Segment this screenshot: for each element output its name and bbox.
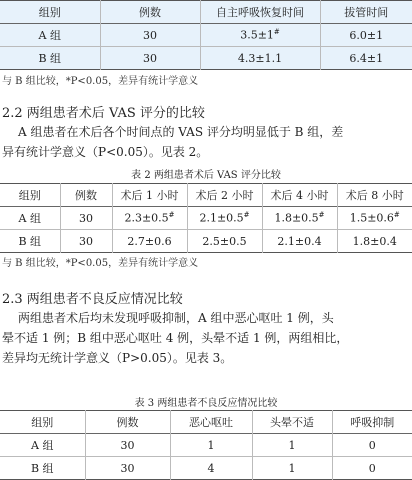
table-row (0, 457, 412, 480)
table-cell: 4 (170, 457, 252, 480)
table-3 (0, 410, 412, 480)
table-cell: B 组 (0, 47, 100, 70)
table-2-note: 与 B 组比较，*P<0.05，差异有统计学意义 (2, 258, 199, 269)
table-2 (0, 183, 412, 253)
cell-value: 1.8±0.5 (274, 211, 319, 225)
table-cell: 6.4±1 (320, 47, 412, 70)
table-cell (112, 207, 187, 230)
table-2-header-cell: 术后 8 小时 (337, 184, 412, 207)
significance-mark: # (318, 211, 325, 220)
table-cell: 0 (332, 457, 412, 480)
paragraph-line: 异有统计学意义（P<0.05）。见表 2。 (2, 145, 209, 159)
table-cell: B 组 (0, 230, 60, 253)
table-cell: A 组 (18, 212, 41, 225)
table-cell: 1 (170, 434, 252, 457)
table-cell: A 组 (38, 29, 61, 42)
table-cell: 4.3±1.1 (200, 47, 320, 70)
table-cell (337, 207, 412, 230)
table-cell: 2.7±0.6 (112, 230, 187, 253)
table-cell: 0 (332, 434, 412, 457)
section-2-2-heading: 2.2 两组患者术后 VAS 评分的比较 (2, 106, 205, 121)
table-cell: 30 (100, 24, 200, 47)
section-2-2-paragraph (2, 122, 402, 162)
paragraph-line: 差异均无统计学意义（P>0.05）。见表 3。 (2, 351, 233, 365)
table-cell: A 组 (31, 439, 54, 452)
table-row (0, 207, 412, 230)
paragraph-line: 晕不适 1 例；B 组中恶心呕吐 4 例，头晕不适 1 例，两组相比， (2, 331, 349, 345)
significance-mark: # (273, 28, 280, 37)
section-2-3-heading: 2.3 两组患者不良反应情况比较 (2, 292, 183, 307)
table-3-header-cell: 组别 (31, 416, 54, 429)
table-2-header-cell: 术后 4 小时 (262, 184, 337, 207)
table-cell: 1 (252, 434, 332, 457)
table-1 (0, 0, 412, 70)
paragraph-line: 两组患者术后均未发现呼吸抑制，A 组中恶心呕吐 1 例，头 (18, 311, 334, 325)
table-cell: 30 (60, 207, 112, 230)
table-cell: 6.0±1 (320, 24, 412, 47)
table-2-header-cell: 组别 (18, 189, 41, 202)
cell-value: 2.1±0.5 (199, 211, 244, 225)
table-3-header-cell: 头晕不适 (252, 411, 332, 434)
table-2-header-cell: 术后 2 小时 (187, 184, 262, 207)
table-cell: 30 (85, 457, 170, 480)
table-row (0, 24, 412, 47)
table-3-header-cell: 例数 (85, 411, 170, 434)
table-3-header-cell: 恶心呕吐 (170, 411, 252, 434)
table-1-header-cell: 自主呼吸恢复时间 (200, 1, 320, 24)
table-2-caption: 表 2 两组患者术后 VAS 评分比较 (131, 170, 281, 181)
table-1-header-cell: 拔管时间 (320, 1, 412, 24)
table-row (0, 434, 412, 457)
table-cell (187, 207, 262, 230)
table-1-header-cell: 例数 (100, 1, 200, 24)
table-1-header-cell: 组别 (38, 6, 61, 19)
significance-mark: # (168, 211, 175, 220)
table-1-header-row (0, 1, 412, 24)
table-cell: 1.8±0.4 (337, 230, 412, 253)
paragraph-line: A 组患者在术后各个时间点的 VAS 评分均明显低于 B 组，差 (18, 125, 344, 139)
table-row (0, 230, 412, 253)
table-cell: 1 (252, 457, 332, 480)
table-cell: 30 (60, 230, 112, 253)
table-cell: B 组 (0, 457, 85, 480)
table-cell (262, 207, 337, 230)
significance-mark: # (393, 211, 400, 220)
table-3-header-cell: 呼吸抑制 (332, 411, 412, 434)
table-1-note: 与 B 组比较，*P<0.05，差异有统计学意义 (2, 76, 199, 87)
significance-mark: # (243, 211, 250, 220)
table-3-header-row (0, 411, 412, 434)
table-cell: 2.1±0.4 (262, 230, 337, 253)
section-2-3-paragraph (2, 308, 402, 368)
table-3-caption: 表 3 两组患者不良反应情况比较 (134, 398, 278, 409)
table-2-header-cell: 术后 1 小时 (112, 184, 187, 207)
table-2-header-cell: 例数 (60, 184, 112, 207)
table-cell (200, 24, 320, 47)
cell-value: 3.5±1 (240, 28, 274, 42)
table-cell: 30 (85, 434, 170, 457)
table-cell: 2.5±0.5 (187, 230, 262, 253)
table-cell: 30 (100, 47, 200, 70)
cell-value: 2.3±0.5 (124, 211, 169, 225)
table-2-header-row (0, 184, 412, 207)
cell-value: 1.5±0.6 (349, 211, 394, 225)
table-row (0, 47, 412, 70)
